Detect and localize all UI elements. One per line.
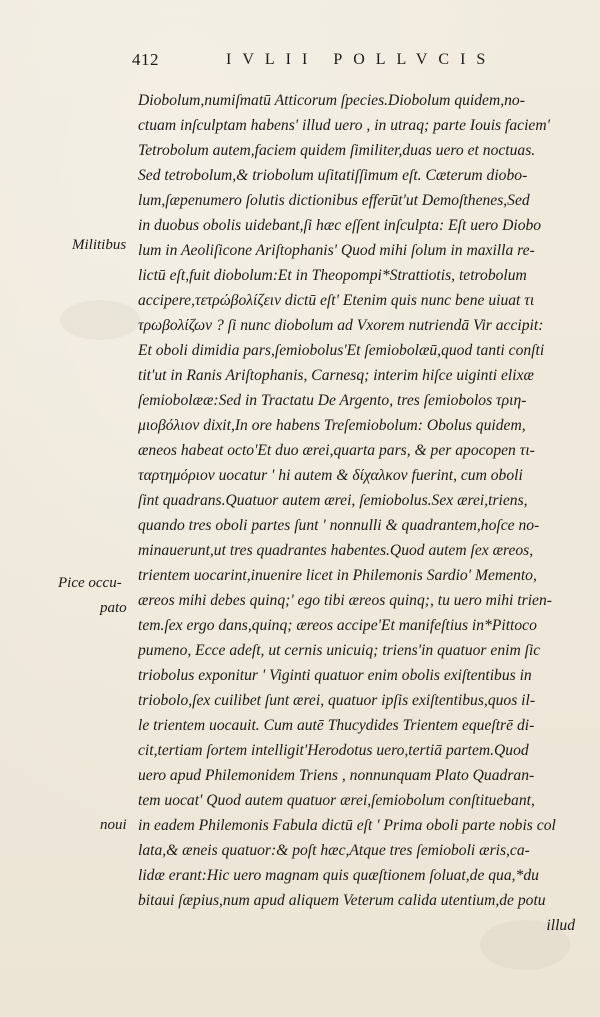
text-line: ταρτημόριον uocatur ' hi autem & δίχαλκον fuerint, cum oboli — [138, 467, 523, 484]
page-header — [132, 50, 532, 74]
catchword: illud — [546, 917, 575, 934]
text-line: ſint quadrans.Quatuor autem ærei, ſemiobolus.Sex ærei,triens, — [138, 492, 528, 509]
text-line: tit'ut in Ranis Ariſtophanis, Carnesq; interim hiſce uiginti elixæ — [138, 367, 534, 384]
running-head: IVLII POLLVCIS — [226, 51, 497, 68]
body-text — [138, 88, 593, 938]
text-line: lata,& æneis quatuor:& poſt hæc,Atque tres ſemioboli æris,ca- — [138, 842, 530, 859]
paper-stain — [60, 300, 140, 340]
text-line: lum,ſæpenumero ſolutis dictionibus efferūt'ut Demoſthenes,Sed — [138, 192, 530, 209]
text-line: uero apud Philemonidem Triens , nonnunquam Plato Quadran- — [138, 767, 535, 784]
margin-note: Pice occu- — [58, 575, 122, 591]
text-line: Diobolum,numiſmatū Atticorum ſpecies.Diobolum quidem,no- — [138, 92, 525, 109]
text-line: accipere,τετρώβολίζειν dictū eſt' Etenim quis nunc bene uiuat τι — [138, 292, 535, 309]
text-line: lidæ erant:Hic uero magnam quis quæſtionem ſoluat,de qua,*du — [138, 867, 539, 884]
text-line: τρωβολίζων ? ſi nunc diobolum ad Vxorem nutriendā Vir accipit: — [138, 317, 544, 334]
text-line: lum in Aeoliſicone Ariſtophanis' Quod mihi ſolum in maxilla re- — [138, 242, 535, 259]
text-line: μιοβόλιον dixit,In ore habens Treſemiobolum: Obolus quidem, — [138, 417, 526, 434]
text-line: lictū eſt,fuit diobolum:Et in Theopompi*Strattiotis, tetrobolum — [138, 267, 527, 284]
text-line: Et oboli dimidia pars,ſemiobolus'Et ſemiobolæū,quod tanti conſti — [138, 342, 545, 359]
text-line: cit,tertiam ſortem intelligit'Herodotus uero,tertiā partem.Quod — [138, 742, 529, 759]
text-line: triobolus exponitur ' Viginti quatuor enim obolis exiſtentibus in — [138, 667, 532, 684]
text-line: minauerunt,ut tres quadrantes habentes.Quod autem ſex æreos, — [138, 542, 534, 559]
text-line: le trientem uocauit. Cum autē Thucydides Trientem equeſtrē di- — [138, 717, 535, 734]
text-line: tem.ſex ergo dans,quinq; æreos accipe'Et manifeſtius in*Pittoco — [138, 617, 537, 634]
text-line: Sed tetrobolum,& triobolum uſitatiſſimum eſt. Cæterum diobo- — [138, 167, 528, 184]
margin-note: pato — [100, 600, 127, 616]
margin-note: Militibus — [72, 237, 127, 253]
text-line: bitaui ſæpius,num apud aliquem Veterum calida utentium,de potu — [138, 892, 546, 909]
text-line: in eadem Philemonis Fabula dictū eſt ' Prima oboli parte nobis col — [138, 817, 556, 834]
text-line: Tetrobolum autem,faciem quidem ſimiliter,duas uero et noctuas. — [138, 142, 536, 159]
page-number: 412 — [132, 50, 159, 69]
text-line: quando tres oboli partes ſunt ' nonnulli & quadrantem,hoſce no- — [138, 517, 540, 534]
margin-note: noui — [100, 817, 127, 833]
text-line: in duobus obolis uidebant,ſi hæc eſſent inſculpta: Eſt uero Diobo — [138, 217, 542, 234]
text-line: ſemiobolææ:Sed in Tractatu De Argento, tres ſemiobolos τριη- — [138, 392, 527, 409]
text-line: tem uocat' Quod autem quatuor ærei,ſemiobolum conſtituebant, — [138, 792, 535, 809]
text-line: triobolo,ſex cuilibet ſunt ærei, quatuor ipſis exiſtentibus,quos il- — [138, 692, 536, 709]
text-line: pumeno, Ecce adeſt, ut cernis unicuiq; triens'in quatuor enim ſic — [138, 642, 541, 659]
text-line: æneos habeat octo'Et duo ærei,quarta pars, & per apocopen τι- — [138, 442, 535, 459]
text-line: ctuam inſculptam habens' illud uero , in utraq; parte Iouis faciem' — [138, 117, 550, 134]
text-line: æreos mihi debes quinq;' ego tibi æreos quinq;, tu uero mihi trien- — [138, 592, 552, 609]
text-line: trientem uocarint,inuenire licet in Philemonis Sardio' Memento, — [138, 567, 537, 584]
